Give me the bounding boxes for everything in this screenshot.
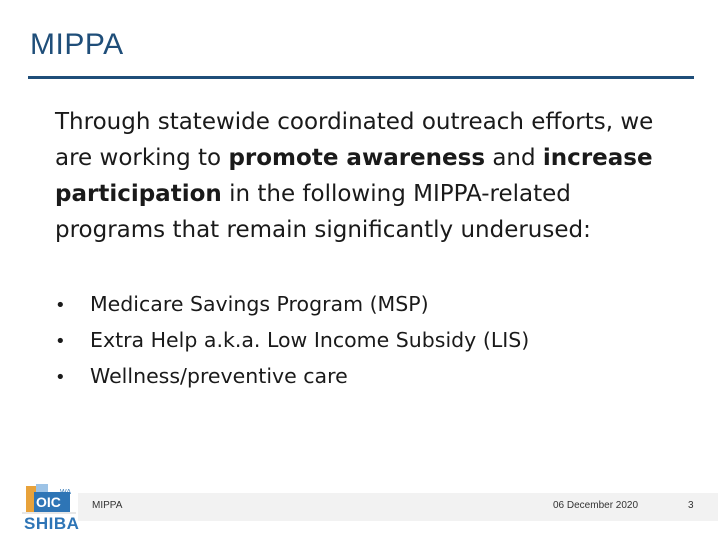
logo-oic-text: OIC — [36, 494, 61, 510]
list-item-text: Medicare Savings Program (MSP) — [90, 292, 429, 316]
bullet-icon: • — [55, 295, 66, 316]
title-divider — [28, 76, 694, 79]
footer-date: 06 December 2020 — [553, 500, 639, 511]
intro-text-1: Through statewide coordinated outreach efforts, we are working to — [55, 109, 654, 171]
list-item — [55, 359, 529, 395]
list-item — [55, 323, 529, 359]
footer-label: MIPPA — [92, 500, 123, 511]
list-item — [55, 287, 529, 323]
page-number: 3 — [688, 500, 694, 511]
logo-shiba-text: SHIBA — [24, 514, 80, 533]
list-item-text: Wellness/preventive care — [90, 364, 348, 388]
bullet-icon: • — [55, 367, 66, 388]
program-list — [55, 287, 529, 395]
intro-text-2: and — [485, 145, 543, 171]
intro-paragraph — [55, 104, 675, 248]
intro-text-3: in the following MIPPA-related programs that remain significantly underused: — [55, 181, 591, 243]
list-item-text: Extra Help a.k.a. Low Income Subsidy (LIS) — [90, 328, 530, 352]
intro-bold-1: promote awareness — [228, 145, 486, 171]
slide-title: MIPPA — [30, 28, 124, 61]
intro-bold-2: increase participation — [55, 145, 653, 207]
logo-wa-text: WA — [60, 489, 72, 496]
bullet-icon: • — [55, 331, 66, 352]
